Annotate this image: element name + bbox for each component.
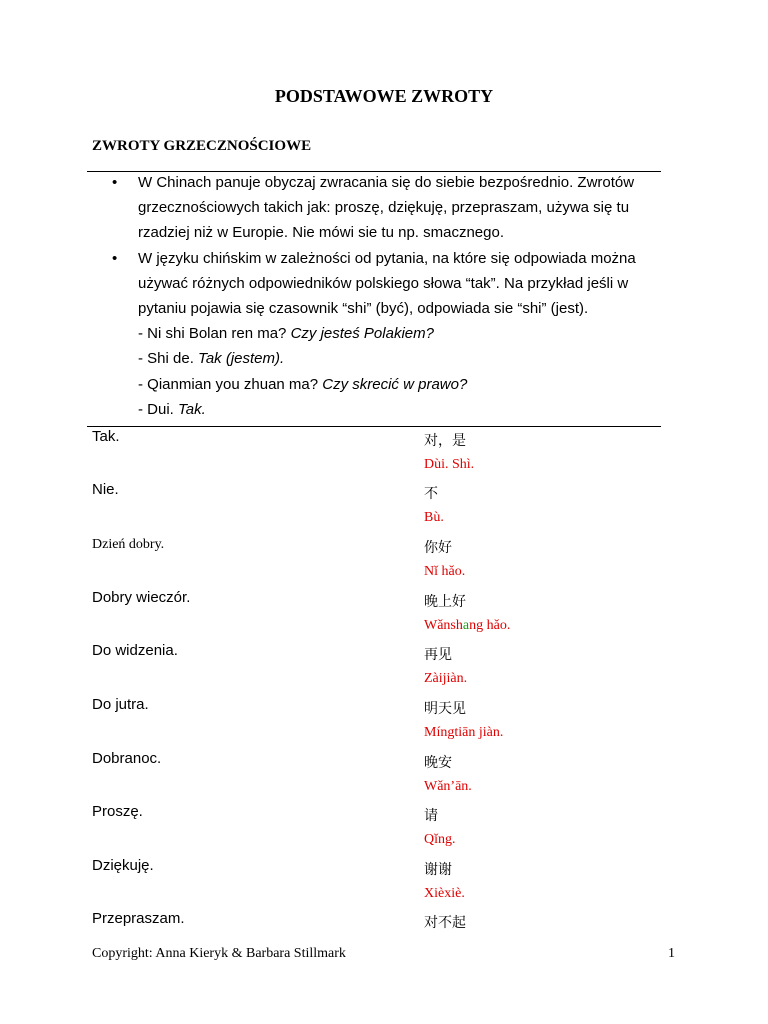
footer-copyright: Copyright: Anna Kieryk & Barbara Stillmark: [92, 946, 346, 961]
phrase-row: [0, 696, 768, 750]
phrase-row: [0, 803, 768, 857]
phrase-chinese: 对不起: [424, 915, 466, 931]
phrase-polish: Przepraszam.: [92, 910, 185, 927]
phrase-chinese: 再见: [424, 647, 452, 663]
note-line: grzecznościowych takich jak: proszę, dziękuję, przepraszam, używa się tu: [138, 199, 630, 217]
phrase-pinyin: Qǐng.: [424, 832, 456, 847]
phrase-row: [0, 750, 768, 804]
phrase-pinyin: Bù.: [424, 510, 444, 525]
section-title: ZWROTY GRZECZNOŚCIOWE: [92, 138, 312, 154]
example-line: - Dui. Tak.: [138, 400, 206, 418]
page-number: 1: [668, 946, 675, 961]
phrase-pinyin: Zàijiàn.: [424, 671, 468, 686]
phrase-pinyin: Dùi. Shì.: [424, 457, 475, 472]
phrase-pinyin: Wǎn’ān.: [424, 779, 472, 794]
page-title: PODSTAWOWE ZWROTY: [274, 86, 494, 106]
table-divider-rule: [87, 426, 661, 427]
bullet-item-1: [92, 170, 652, 246]
bullet-icon: •: [112, 249, 118, 267]
phrase-row: [0, 857, 768, 911]
note-line: pytaniu pojawia się czasownik “shi” (być), odpowiada sie “shi” (jest).: [138, 300, 589, 318]
note-line: używać różnych odpowiedników polskiego słowa “tak”. Na przykład jeśli w: [138, 274, 629, 292]
phrase-polish: Dziękuję.: [92, 857, 154, 874]
phrase-pinyin: Míngtiān jiàn.: [424, 725, 504, 740]
phrase-pinyin: Xièxiè.: [424, 886, 465, 901]
phrase-chinese: 对，是: [424, 433, 466, 449]
example-line: - Ni shi Bolan ren ma? Czy jesteś Polakiem?: [138, 325, 434, 343]
phrase-row: [0, 428, 768, 482]
phrase-polish: Proszę.: [92, 803, 143, 820]
note-line: W języku chińskim w zależności od pytania, na które się odpowiada można: [138, 249, 636, 267]
highlight-letter: a: [462, 618, 470, 633]
phrase-polish: Tak.: [92, 428, 120, 445]
phrase-row: [0, 535, 768, 589]
example-line: - Qianmian you zhuan ma? Czy skrecić w prawo?: [138, 375, 468, 393]
notes-cell: [92, 170, 652, 422]
phrase-polish: Do widzenia.: [92, 642, 178, 659]
phrase-chinese: 晚上好: [424, 594, 466, 610]
note-line: W Chinach panuje obyczaj zwracania się do siebie bezpośrednio. Zwrotów: [138, 174, 635, 191]
phrase-polish: Do jutra.: [92, 696, 149, 713]
phrase-row: [0, 481, 768, 535]
phrase-row: [0, 642, 768, 696]
phrase-chinese: 不: [424, 486, 438, 502]
phrase-polish: Nie.: [92, 481, 119, 498]
bullet-icon: •: [112, 174, 118, 191]
phrase-pinyin: Wǎnshang hǎo.: [424, 618, 511, 633]
phrase-pinyin: Nǐ hǎo.: [424, 564, 466, 579]
bullet-item-2: [92, 246, 652, 322]
phrase-chinese: 明天见: [424, 701, 466, 717]
phrase-polish: Dobry wieczór.: [92, 589, 191, 606]
phrase-chinese: 请: [424, 808, 438, 824]
phrase-chinese: 晚安: [424, 755, 452, 771]
phrase-chinese: 你好: [424, 540, 452, 556]
phrase-row: [0, 589, 768, 643]
phrase-polish: Dobranoc.: [92, 750, 162, 767]
note-line: rzadziej niż w Europie. Nie mówi sie tu np. smacznego.: [138, 224, 504, 242]
phrase-chinese: 谢谢: [424, 862, 452, 878]
example-line: - Shi de. Tak (jestem).: [138, 350, 285, 368]
phrase-polish: Dzień dobry.: [92, 537, 165, 552]
